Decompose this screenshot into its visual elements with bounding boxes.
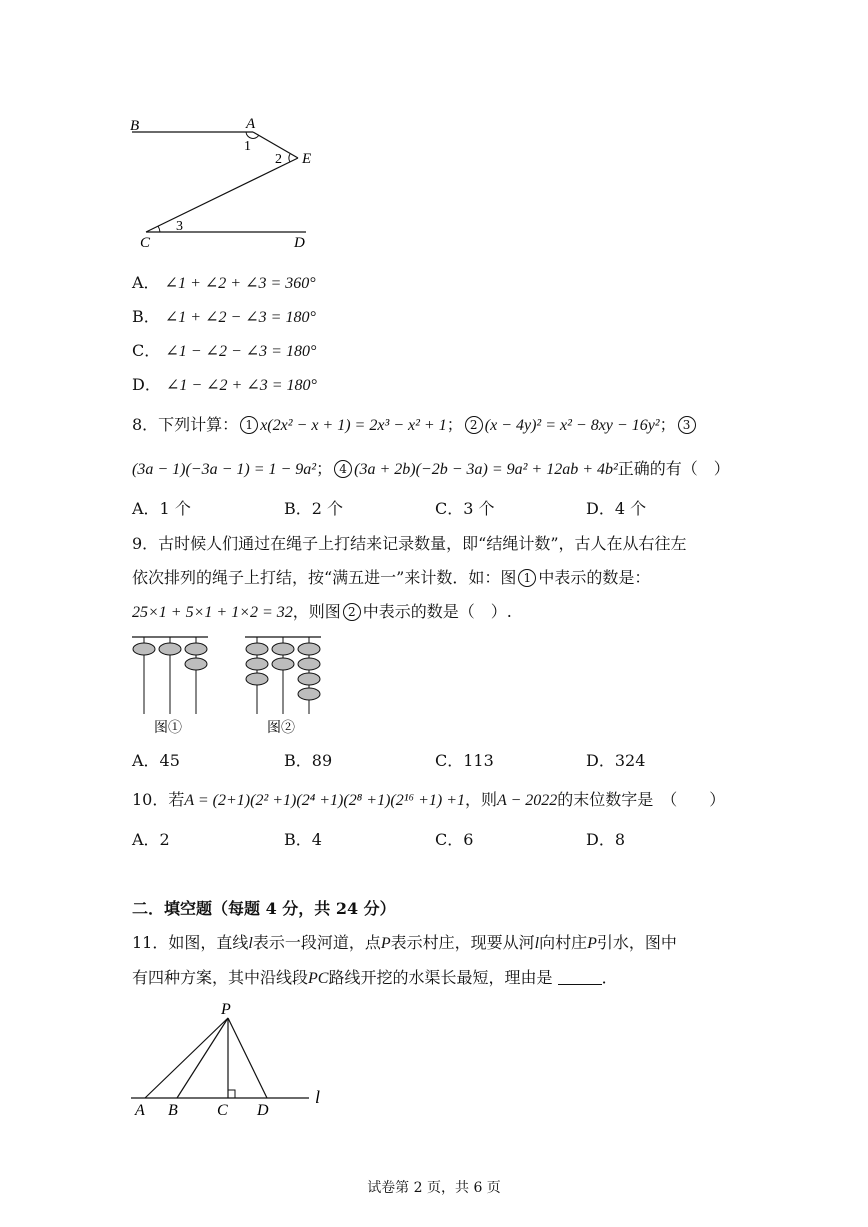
label-d: D (294, 235, 305, 251)
circle-1: 1 (518, 569, 536, 587)
option-letter: C． (132, 341, 161, 360)
circle-4: 4 (334, 460, 352, 478)
q9-line-1: 9．古时候人们通过在绳子上打结来记录数量，即“结绳计数”，古人在从右往左 (132, 534, 687, 553)
q11-text: 11．如图，直线 (132, 933, 249, 952)
q10-option-a: A．2 (132, 830, 170, 849)
option-letter: B． (132, 307, 160, 326)
knot (298, 673, 320, 685)
q11-line-1 (132, 932, 677, 955)
knot (159, 643, 181, 655)
circle-2: 2 (343, 603, 361, 621)
q11-text: 向村庄 (539, 933, 588, 952)
q8-line-1 (132, 414, 698, 437)
q8-expr-4: (3a + 2b)(−2b − 3a) = 9a² + 12ab + 4b² (354, 461, 618, 478)
q8-tail: 正确的有（ ） (617, 459, 730, 478)
q9-text: 中表示的数是（ ）. (362, 602, 512, 621)
knot (298, 688, 320, 700)
sep: ； (316, 459, 333, 478)
option-text: ∠1 − ∠2 − ∠3 = 180° (165, 343, 317, 360)
q10-mid: ，则 (465, 790, 498, 809)
knot (185, 658, 207, 670)
knot (298, 643, 320, 655)
knot (185, 643, 207, 655)
knot (298, 658, 320, 670)
q11-text: 引水，图中 (596, 933, 677, 952)
q9-option-a: A．45 (132, 751, 180, 770)
circle-3: 3 (678, 416, 696, 434)
right-angle-mark (228, 1090, 235, 1098)
line-ec (146, 158, 298, 232)
fig2-label: 图② (267, 721, 295, 736)
q10-option-c: C．6 (435, 830, 474, 849)
q9-line-2 (132, 567, 650, 589)
q7-option-a (132, 272, 316, 295)
q10-expr2: A − 2022 (497, 792, 558, 809)
knot (272, 658, 294, 670)
q11-var: l (248, 935, 253, 952)
label-c: C (217, 1102, 228, 1119)
option-text: ∠1 − ∠2 + ∠3 = 180° (165, 377, 317, 394)
q9-text: 中表示的数是： (538, 568, 651, 587)
circle-1: 1 (240, 416, 258, 434)
knot (246, 658, 268, 670)
q11-line-2 (132, 967, 618, 990)
q8-option-a: A．1 个 (132, 499, 191, 518)
label-angle-2: 2 (275, 152, 282, 167)
option-letter: A． (132, 273, 160, 292)
angle-3-arc (158, 226, 160, 232)
figure-q11 (125, 996, 335, 1121)
q10-prefix: 10．若 (132, 790, 185, 809)
segment-pb (177, 1018, 228, 1098)
q8-prefix: 8．下列计算： (132, 415, 239, 434)
q9-option-c: C．113 (435, 751, 494, 770)
label-d: D (257, 1102, 269, 1119)
q9-text: ，则图 (292, 602, 341, 621)
q11-var: PC (308, 970, 329, 987)
q8-option-d: D．4 个 (586, 499, 647, 518)
knot (246, 643, 268, 655)
label-a: A (135, 1102, 145, 1119)
q11-text: 有四种方案，其中沿线段 (132, 968, 309, 987)
q10-option-d: D．8 (586, 830, 626, 849)
q8-expr-1: x(2x² − x + 1) = 2x³ − x² + 1 (260, 417, 447, 434)
knot (246, 673, 268, 685)
fig1-label: 图① (154, 721, 182, 736)
q11-var: P (380, 935, 391, 952)
q9-option-d: D．324 (586, 751, 646, 770)
label-b: B (168, 1102, 178, 1119)
angle-2-arc (289, 154, 290, 162)
circle-2: 2 (465, 416, 483, 434)
q8-option-b: B．2 个 (284, 499, 344, 518)
label-p: P (221, 1001, 231, 1018)
section-title: 二．填空题（每题 4 分，共 24 分） (132, 899, 396, 918)
label-e: E (302, 151, 312, 167)
page-footer: 试卷第 2 页，共 6 页 (367, 1180, 501, 1196)
segment-pd (228, 1018, 267, 1098)
label-a: A (246, 116, 256, 132)
sep: ； (659, 415, 676, 434)
q11-text: ． (601, 968, 618, 987)
sep: ； (446, 415, 463, 434)
q9-line-3 (132, 601, 512, 624)
q9-expr: 25×1 + 5×1 + 1×2 = 32 (132, 604, 293, 621)
q9-text: 依次排列的绳子上打结，按“满五进一”来计数．如：图 (132, 568, 517, 587)
q10-tail: 的末位数字是 （ ） (557, 790, 726, 809)
q9-option-b: B．89 (284, 751, 333, 770)
label-angle-1: 1 (244, 139, 251, 154)
q11-text: 表示村庄，现要从河 (390, 933, 535, 952)
option-text: ∠1 + ∠2 − ∠3 = 180° (164, 309, 316, 326)
knot (272, 643, 294, 655)
label-c: C (140, 235, 151, 251)
q7-option-d (132, 374, 317, 397)
q8-expr-3: (3a − 1)(−3a − 1) = 1 − 9a² (132, 461, 317, 478)
q10-expr: A = (2+1)(2² +1)(2⁴ +1)(2⁸ +1)(2¹⁶ +1) +1 (184, 792, 465, 809)
figure-q9 (128, 630, 328, 740)
q10-line (132, 789, 725, 812)
q11-var: l (534, 935, 540, 952)
answer-blank[interactable] (558, 970, 602, 985)
label-b: B (130, 118, 140, 134)
q8-line-2 (132, 458, 730, 481)
label-angle-3: 3 (176, 219, 183, 234)
q11-text: 表示一段河道，点 (252, 933, 381, 952)
q8-option-c: C．3 个 (435, 499, 495, 518)
knot (133, 643, 155, 655)
q10-option-b: B．4 (284, 830, 322, 849)
q8-expr-2: (x − 4y)² = x² − 8xy − 16y² (484, 417, 660, 434)
angle-1-arc (246, 132, 259, 138)
q11-text: 路线开挖的水渠长最短，理由是 (328, 968, 553, 987)
option-text: ∠1 + ∠2 + ∠3 = 360° (164, 275, 316, 292)
q7-option-b (132, 306, 316, 329)
figure-q7 (120, 112, 330, 252)
option-letter: D． (132, 375, 161, 394)
q11-var: P (587, 935, 597, 952)
q7-option-c (132, 340, 316, 363)
segment-pa (145, 1018, 228, 1098)
label-l: l (315, 1087, 321, 1107)
